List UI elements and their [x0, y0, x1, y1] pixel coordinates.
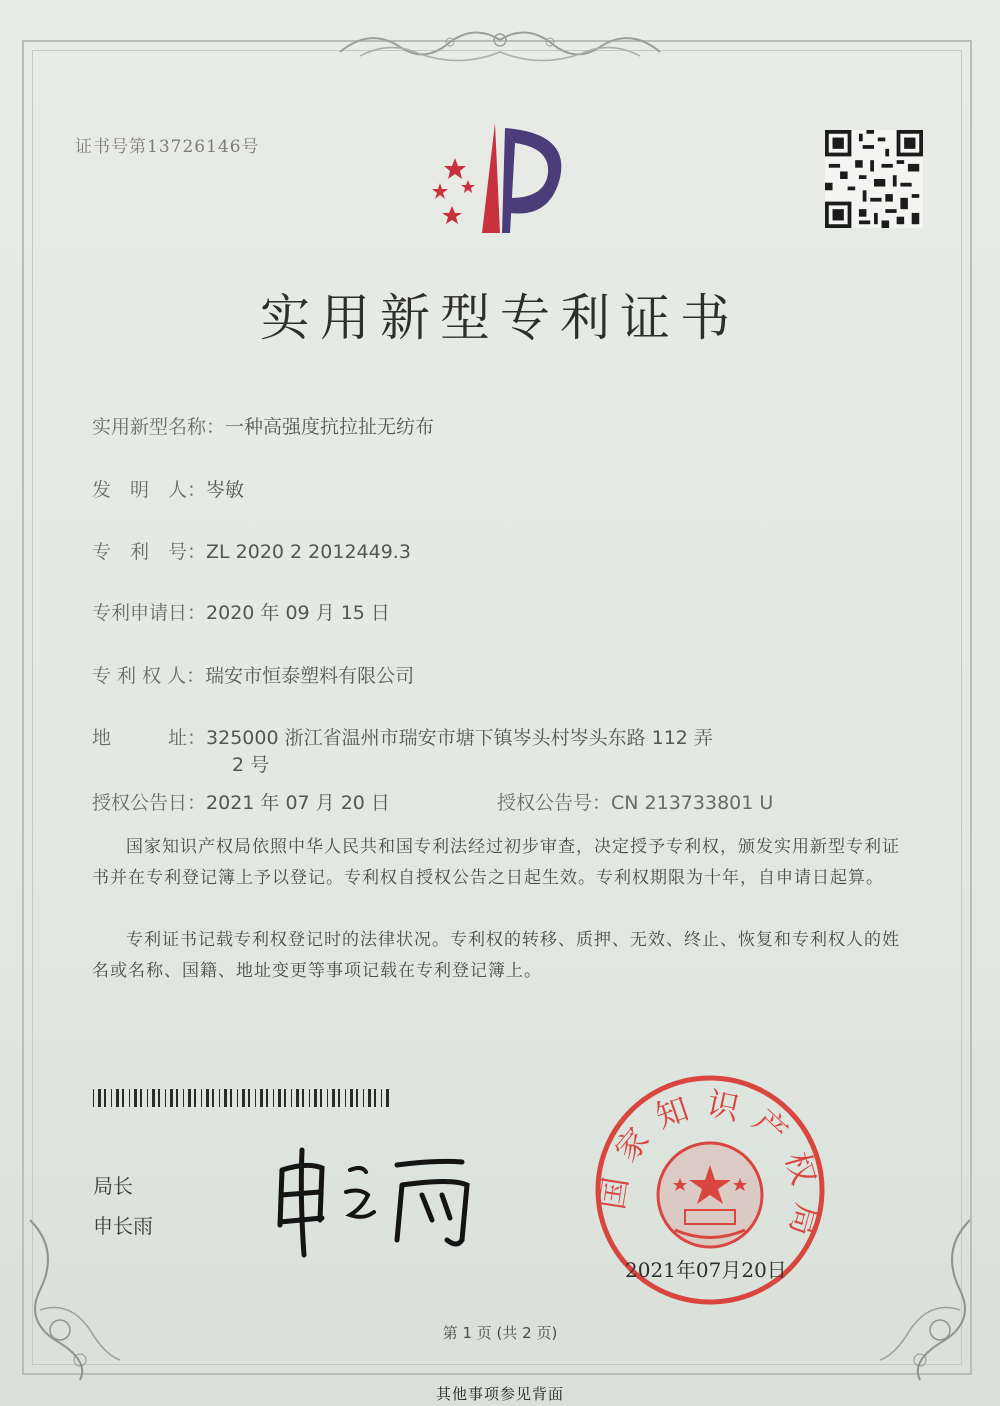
field-value: 325000 浙江省温州市瑞安市塘下镇岑头村岑头东路 112 弄: [206, 727, 713, 749]
field-value: 瑞安市恒泰塑料有限公司: [205, 665, 415, 687]
page-number: 第 1 页 (共 2 页): [442, 1324, 558, 1342]
field-value: ZL 2020 2 2012449.3: [206, 541, 411, 563]
top-ornament: [330, 22, 670, 72]
field-label: 授权公告号：: [497, 792, 612, 814]
field-label: 专利申请日：: [92, 602, 207, 624]
field-value: 2021 年 07 月 20 日: [206, 792, 390, 814]
paragraph-grant-statement: 国家知识产权局依照中华人民共和国专利法经过初步审查，决定授予专利权，颁发实用新型专利证书并在专利登记簿上予以登记。专利权自授权公告之日起生效。专利权期限为十年，自申请日起算。: [92, 837, 900, 888]
seal-date: 2021年07月20日: [625, 1258, 787, 1282]
field-inventor: [92, 475, 244, 502]
field-value: 岑敏: [206, 479, 245, 501]
field-grant-publication-number: [497, 788, 773, 815]
field-patentee: [92, 661, 414, 688]
field-label: 发 明 人：: [92, 479, 207, 501]
paragraph-legal-status: 专利证书记载专利权登记时的法律状况。专利权的转移、质押、无效、终止、恢复和专利权人的姓名或名称、国籍、地址变更等事项记载在专利登记簿上。: [92, 930, 900, 981]
field-address: [92, 723, 713, 750]
field-label: 实用新型名称：: [92, 416, 226, 438]
seal-text: 国家知识产权局: [592, 1084, 827, 1254]
field-grant-date: [92, 788, 390, 815]
field-value: 2020 年 09 月 15 日: [206, 602, 390, 624]
address-line-2: 2 号: [232, 754, 270, 776]
field-value: CN 213733801 U: [611, 792, 774, 814]
director-signature: [262, 1140, 502, 1260]
field-label: 专 利 号：: [92, 541, 207, 563]
cnipa-logo-icon: [410, 118, 580, 243]
field-patent-number: [92, 537, 411, 564]
qr-code-icon: [822, 130, 926, 228]
director-title: 局长: [93, 1174, 133, 1198]
field-value: 一种高强度抗拉扯无纺布: [225, 416, 435, 438]
footer-note: 其他事项参见背面: [435, 1385, 564, 1403]
bottom-right-ornament: [870, 1210, 980, 1390]
field-label: 授权公告日：: [92, 792, 207, 814]
field-utility-model-name: [92, 412, 434, 439]
director-name: 申长雨: [93, 1214, 153, 1238]
certificate-number: 证书号第13726146号: [75, 137, 260, 157]
barcode-icon: [93, 1089, 393, 1107]
field-filing-date: [92, 598, 390, 625]
field-label: 地 址：: [92, 727, 207, 749]
certificate-title: 实用新型专利证书: [260, 289, 740, 347]
field-label: 专 利 权 人：: [92, 665, 206, 687]
